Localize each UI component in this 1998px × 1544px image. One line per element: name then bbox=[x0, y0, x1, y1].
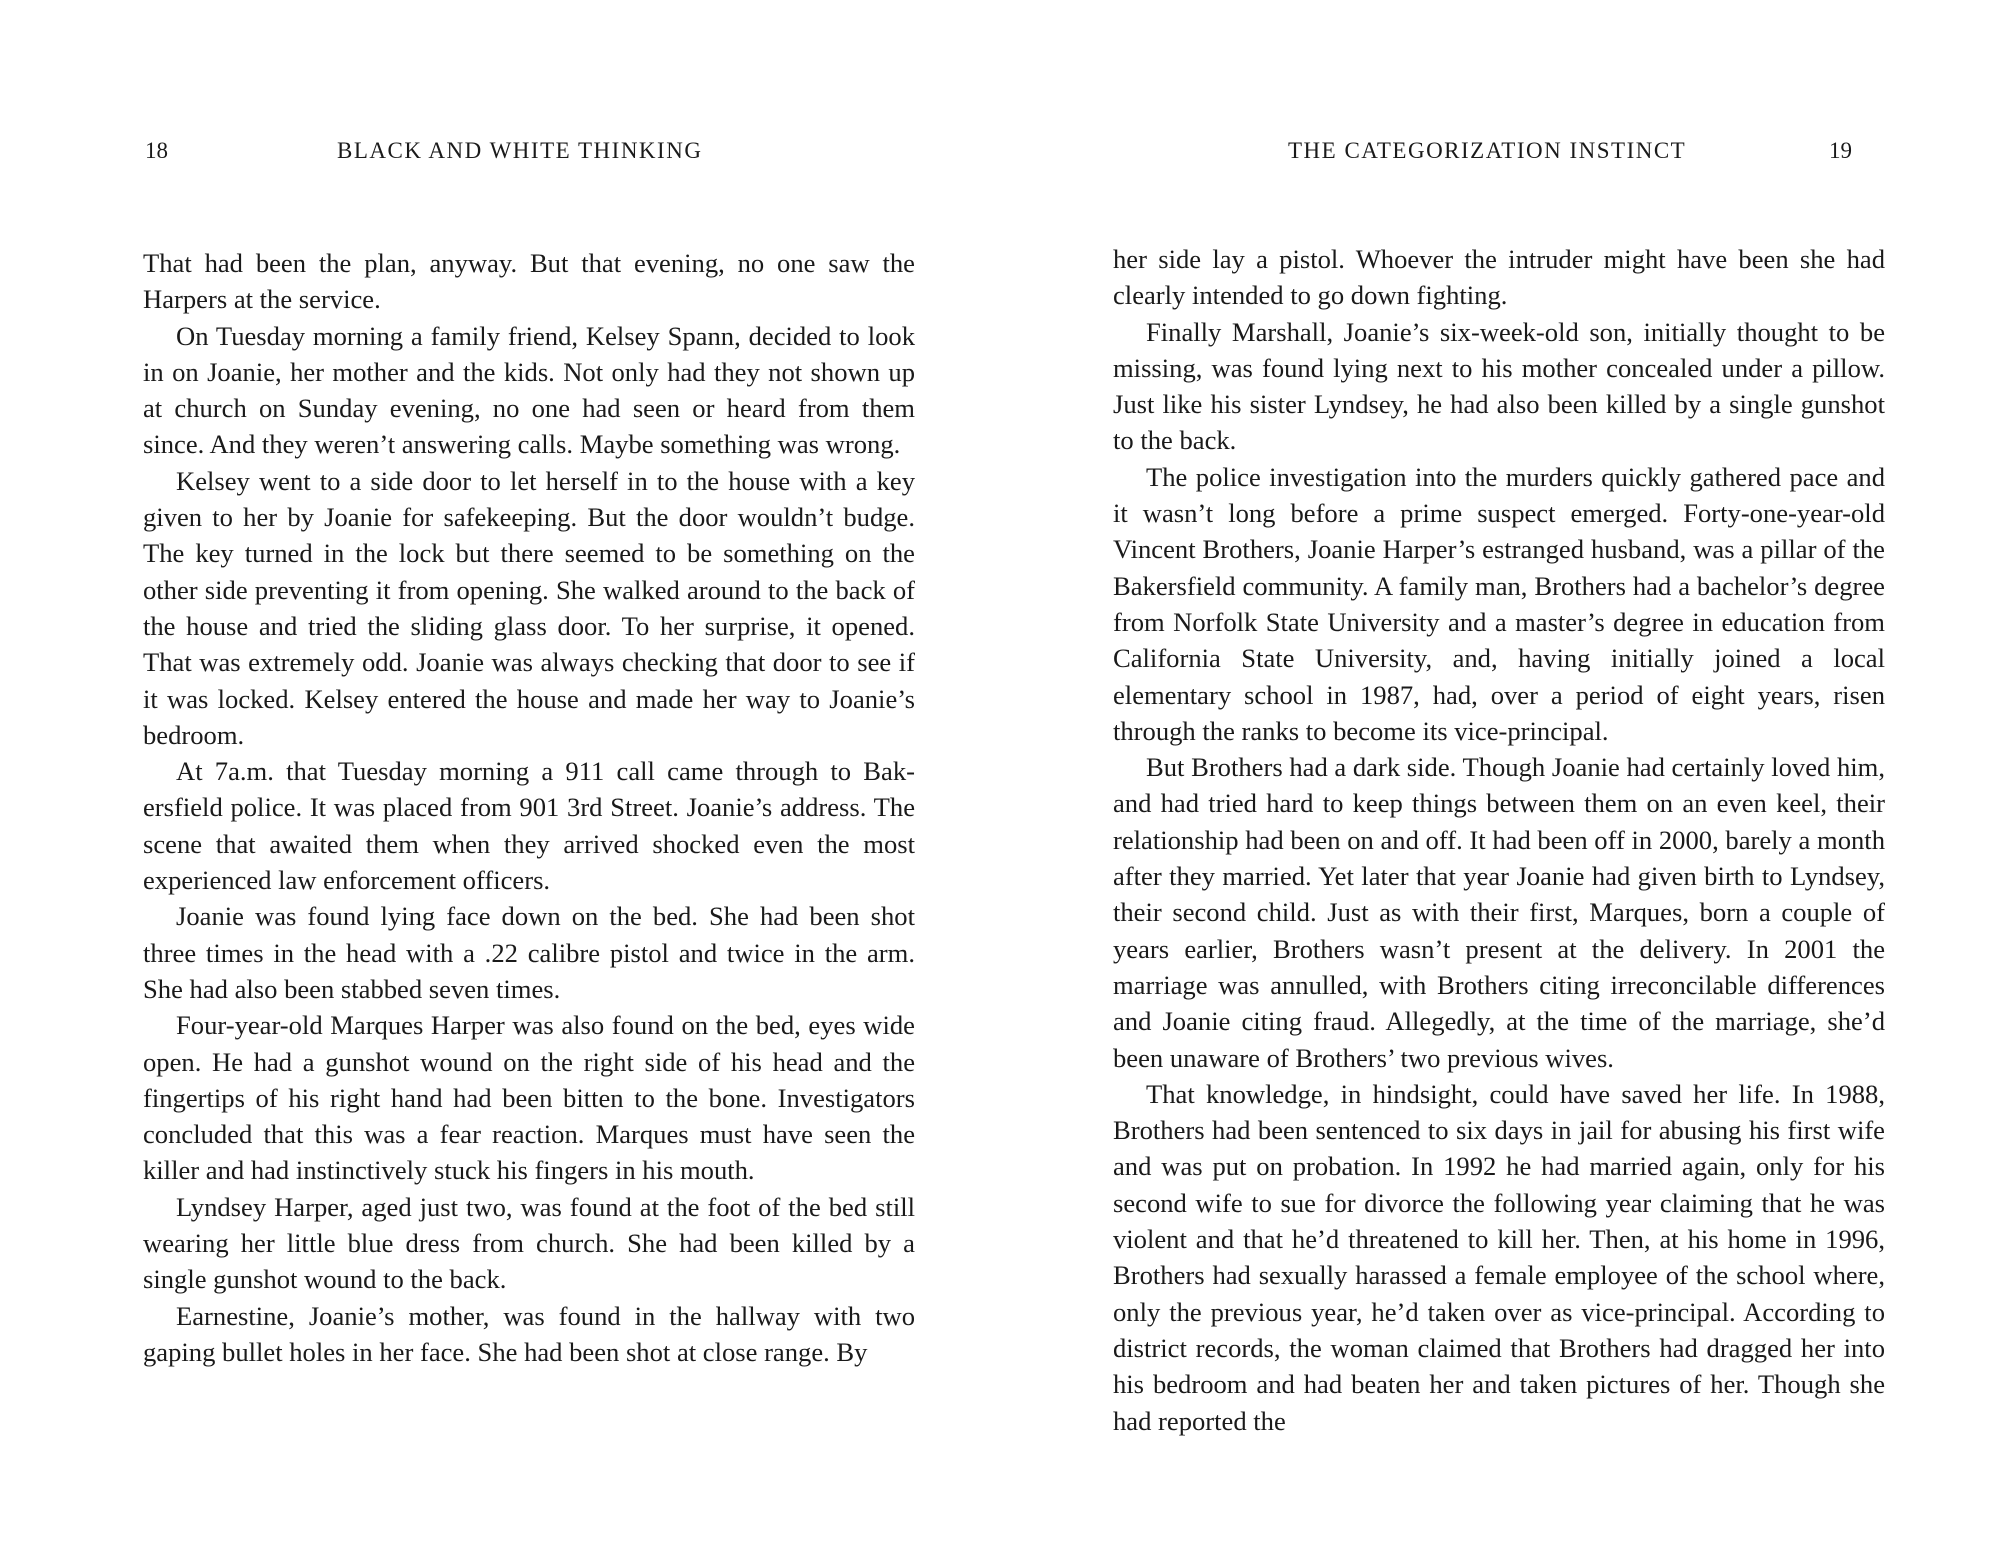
paragraph: Finally Marshall, Joanie’s six-week-old son, initially thought to be missing, was found lying next to his mother concealed under a pillow. Just like his sister Lyndsey, he had also been killed by a single gunshot to the back. bbox=[1113, 316, 1885, 456]
paragraph: Kelsey went to a side door to let herself in to the house with a key given to her by Joanie for safekeeping. But the door wouldn’t budge. The key turned in the lock but there seemed to be something on the other side preventing it from opening. She walked around to the back of the house and tried the sliding glass door. To her surprise, it opened. That was extremely odd. Joanie was always checking that door to see if it was locked. Kelsey entered the house and made her way to Joanie’s bedroom. bbox=[143, 465, 915, 750]
right-body-text bbox=[1113, 241, 1885, 1439]
paragraph: Lyndsey Harper, aged just two, was found at the foot of the bed still wearing her little blue dress from church. She had been killed by a single gunshot wound to the back. bbox=[143, 1191, 915, 1295]
continuation-paragraph: her side lay a pistol. Whoever the intruder might have been she had clearly intended to go down fighting. bbox=[1113, 244, 1885, 311]
paragraph: Four-year-old Marques Harper was also found on the bed, eyes wide open. He had a gunshot wound on the right side of his head and the fingertips of his right hand had been bitten to the bone. Investigators concluded that this was a fear reaction. Marques must have seen the killer and had instinctively stuck his fingers in his mouth. bbox=[143, 1010, 915, 1186]
left-body-text bbox=[143, 245, 915, 1370]
paragraph: That knowledge, in hindsight, could have saved her life. In 1988, Brothers had been sentenced to six days in jail for abusing his first wife and was put on probation. In 1992 he had married again, only for his second wife to sue for divorce the following year claiming that he was violent and that he’d threatened to kill her. Then, at his home in 1996, Brothers had sexually harassed a female employee of the school where, only the previous year, he’d taken over as vice-principal. According to district records, the woman claimed that Brothers had dragged her into his bedroom and had beaten her and taken pictures of her. Though she had reported the bbox=[1113, 1078, 1885, 1436]
paragraph: Joanie was found lying face down on the bed. She had been shot three times in the head with a .22 calibre pistol and twice in the arm. She had also been stabbed seven times. bbox=[143, 901, 915, 1004]
paragraph: That had been the plan, anyway. But that evening, no one saw the Harpers at the service. bbox=[143, 248, 915, 315]
left-running-head: BLACK AND WHITE THINKING bbox=[337, 138, 703, 163]
right-running-head: THE CATEGORIZATION INSTINCT bbox=[1288, 138, 1687, 163]
right-page bbox=[999, 0, 1998, 1544]
paragraph: But Brothers had a dark side. Though Joanie had certainly loved him, and had tried hard to keep things between them on an even keel, their relationship had been on and off. It had been off in 2000, barely a month after they married. Yet later that year Joanie had given birth to Lyndsey, their second child. Just as with their first, Marques, born a couple of years earlier, Brothers wasn’t present at the delivery. In 2001 the marriage was annulled, with Brothers citing irreconcilable differences and Joanie citing fraud. Allegedly, at the time of the marriage, she’d been unaware of Brothers’ two previous wives. bbox=[1113, 752, 1885, 1073]
right-page-number: 19 bbox=[1829, 138, 1852, 163]
paragraph: On Tuesday morning a family friend, Kelsey Spann, decided to look in on Joanie, her mother and the kids. Not only had they not shown up at church on Sunday evening, no one had seen or heard from them since. And they weren’t answering calls. Maybe something was wrong. bbox=[143, 320, 915, 460]
paragraph: Earnestine, Joanie’s mother, was found in the hallway with two gaping bullet holes in her face. She had been shot at close range. By bbox=[143, 1300, 915, 1367]
left-page-number: 18 bbox=[145, 138, 168, 163]
paragraph: At 7a.m. that Tuesday morning a 911 call came through to Bakersfield police. It was placed from 901 3rd Street. Joanie’s address. The scene that awaited them when they arrived shocked even the most experienced law enforcement officers. bbox=[143, 756, 915, 896]
paragraph: The police investigation into the murders quickly gathered pace and it wasn’t long before a prime suspect emerged. Forty-one-year-old Vincent Brothers, Joanie Harper’s estranged husband, was a pillar of the Bakersfield community. A family man, Brothers had a bachelor’s degree from Norfolk State University and a master’s degree in education from California State University, and, having initially joined a local elementary school in 1987, had, over a period of eight years, risen through the ranks to become its vice-principal. bbox=[1113, 461, 1885, 746]
